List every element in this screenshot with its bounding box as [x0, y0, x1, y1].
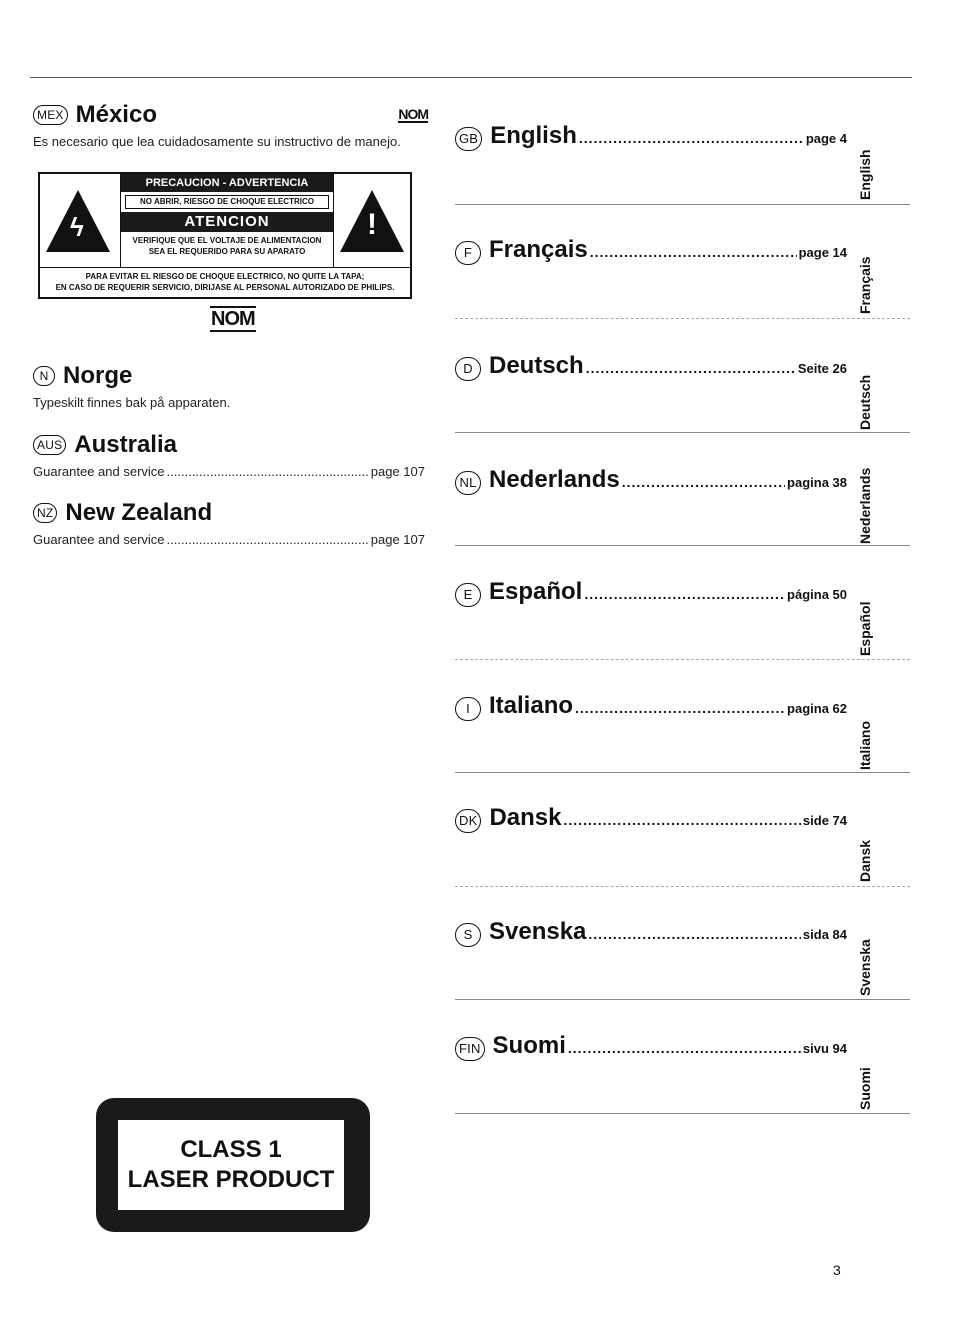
- laser-product-text: LASER PRODUCT: [127, 1166, 335, 1193]
- toc-line: [455, 804, 847, 833]
- nom-logo: NOM: [211, 308, 255, 330]
- toc-entry-svenska[interactable]: [455, 896, 907, 1006]
- country-badge-f: F: [455, 241, 481, 265]
- toc-separator: [455, 204, 910, 205]
- newzealand-section: [33, 499, 425, 547]
- warning-header: PRECAUCION - ADVERTENCIA: [121, 174, 333, 192]
- toc-line: [455, 466, 847, 495]
- toc-page: sida 84: [802, 927, 847, 942]
- toc-separator: [455, 999, 910, 1000]
- newzealand-page: page 107: [370, 532, 425, 547]
- lightning-bolt-icon: ϟ: [70, 212, 84, 242]
- toc-entry-suomi[interactable]: [455, 1010, 907, 1120]
- dot-leader: [167, 464, 369, 479]
- side-tab-label: Svenska: [857, 939, 873, 996]
- warning-line-3: SEA EL REQUERIDO PARA SU APARATO: [148, 247, 306, 256]
- mexico-section: [33, 101, 428, 149]
- side-tab-label: Español: [857, 601, 873, 656]
- laser-label-inner: [118, 1120, 344, 1210]
- toc-title: Français: [489, 236, 588, 263]
- side-tab-label: Deutsch: [857, 374, 873, 430]
- toc-separator: [455, 659, 910, 660]
- toc-line: [455, 692, 847, 721]
- dot-leader: [579, 130, 804, 146]
- toc-line: [455, 122, 847, 151]
- toc-entry-italiano[interactable]: [455, 670, 907, 780]
- side-tab-label: Français: [857, 256, 873, 314]
- toc-page: pagina 38: [787, 475, 847, 490]
- toc-title: Svenska: [489, 918, 587, 945]
- side-tab-label: Nederlands: [857, 467, 873, 544]
- toc-title: Nederlands: [489, 466, 620, 493]
- laser-product-label: [96, 1098, 370, 1232]
- toc-title: Italiano: [489, 692, 574, 719]
- country-badge-nl: NL: [455, 471, 481, 495]
- dot-leader: [586, 360, 796, 376]
- norge-title: Norge: [63, 362, 133, 389]
- warning-center-panel: [120, 174, 334, 267]
- country-badge-gb: GB: [455, 127, 482, 151]
- toc-separator: [455, 432, 910, 433]
- toc-page: sivu 94: [802, 1041, 847, 1056]
- dot-leader: [568, 1040, 801, 1056]
- warning-footer: [40, 267, 410, 297]
- dot-leader: [167, 532, 369, 547]
- toc-entry-english[interactable]: [455, 100, 907, 210]
- top-rule: [30, 77, 912, 78]
- norge-section: [33, 362, 428, 410]
- mexico-title: México: [75, 101, 157, 128]
- dot-leader: [564, 812, 801, 828]
- dot-leader: [575, 700, 785, 716]
- toc-page: page 4: [805, 131, 847, 146]
- toc-page: Seite 26: [797, 361, 847, 376]
- atencion-label: ATENCION: [121, 212, 333, 232]
- toc-line: [455, 236, 847, 265]
- toc-page: page 14: [798, 245, 847, 260]
- exclamation-mark-icon: !: [367, 208, 377, 241]
- toc-separator: [455, 545, 910, 546]
- warning-box: [38, 172, 412, 299]
- warning-footer-2: EN CASO DE REQUERIR SERVICIO, DIRIJASE AL PERSONAL AUTORIZADO DE PHILIPS.: [55, 283, 395, 292]
- page-number: 3: [833, 1262, 841, 1278]
- country-badge-i: I: [455, 697, 481, 721]
- australia-guarantee-row: [33, 464, 425, 479]
- australia-section: [33, 431, 425, 479]
- toc-entry-francais[interactable]: [455, 214, 907, 324]
- country-badge-d: D: [455, 357, 481, 381]
- dot-leader: [584, 586, 785, 602]
- mexico-description: Es necesario que lea cuidadosamente su instructivo de manejo.: [33, 134, 401, 149]
- side-tab-label: English: [857, 149, 873, 200]
- newzealand-guarantee-text: Guarantee and service: [33, 532, 165, 547]
- dot-leader: [622, 474, 785, 490]
- country-badge-fin: FIN: [455, 1037, 485, 1061]
- country-badge-s: S: [455, 923, 481, 947]
- toc-page: página 50: [787, 587, 847, 602]
- laser-class: CLASS 1: [180, 1136, 282, 1163]
- toc-page: side 74: [802, 813, 847, 828]
- dot-leader: [588, 926, 801, 942]
- country-badge-e: E: [455, 583, 481, 607]
- side-tab-label: Italiano: [857, 720, 873, 770]
- australia-guarantee-text: Guarantee and service: [33, 464, 165, 479]
- toc-page: pagina 62: [787, 701, 847, 716]
- side-tab-label: Suomi: [857, 1067, 873, 1110]
- toc-title: Dansk: [489, 804, 562, 831]
- toc-separator: [455, 772, 910, 773]
- toc-title: Suomi: [492, 1032, 566, 1059]
- toc-title: Español: [489, 578, 583, 605]
- newzealand-guarantee-row: [33, 532, 425, 547]
- country-badge-dk: DK: [455, 809, 481, 833]
- newzealand-title: New Zealand: [65, 499, 213, 526]
- country-badge-n: N: [33, 366, 55, 386]
- warning-line-2: VERIFIQUE QUE EL VOLTAJE DE ALIMENTACION: [132, 236, 322, 245]
- toc-separator: [455, 886, 910, 887]
- toc-entry-espanol[interactable]: [455, 556, 907, 666]
- dot-leader: [590, 244, 797, 260]
- country-badge-mex: MEX: [33, 105, 68, 125]
- toc-title: English: [490, 122, 577, 149]
- toc-separator: [455, 1113, 910, 1114]
- toc-title: Deutsch: [489, 352, 584, 379]
- toc-line: [455, 352, 847, 381]
- toc-line: [455, 1032, 847, 1061]
- toc-line: [455, 578, 847, 607]
- toc-entry-deutsch[interactable]: [455, 330, 907, 440]
- australia-title: Australia: [74, 431, 177, 458]
- australia-page: page 107: [370, 464, 425, 479]
- warning-footer-1: PARA EVITAR EL RIESGO DE CHOQUE ELECTRICO, NO QUITE LA TAPA;: [85, 272, 365, 281]
- nom-mark-small: NOM: [398, 106, 428, 122]
- toc-line: [455, 918, 847, 947]
- warning-line-1: NO ABRIR, RIESGO DE CHOQUE ELECTRICO: [125, 195, 329, 209]
- side-tab-label: Dansk: [857, 839, 873, 882]
- country-badge-aus: AUS: [33, 435, 66, 455]
- country-badge-nz: NZ: [33, 503, 57, 523]
- toc-entry-dansk[interactable]: [455, 782, 907, 892]
- norge-description: Typeskilt finnes bak på apparaten.: [33, 395, 231, 410]
- toc-entry-nederlands[interactable]: [455, 444, 907, 554]
- toc-separator: [455, 318, 910, 319]
